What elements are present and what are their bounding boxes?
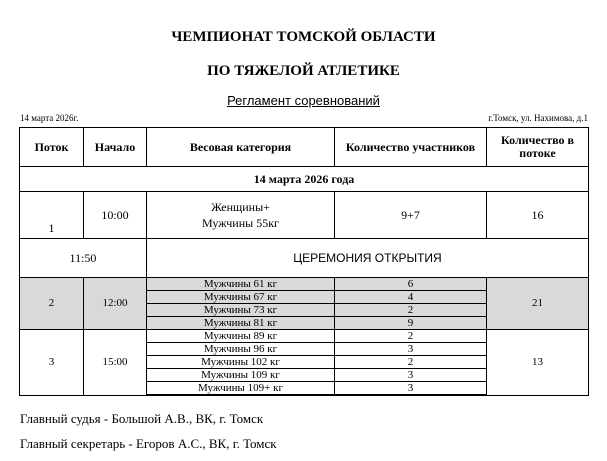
subtitle-text: Регламент соревнований xyxy=(227,93,380,108)
count-cell: 2 xyxy=(335,356,487,369)
event-date: 14 марта 2026г. xyxy=(20,113,79,123)
flow-time: 10:00 xyxy=(84,192,147,239)
header-flow-total: Количество в потоке xyxy=(487,128,589,167)
day-row xyxy=(20,167,589,192)
header-participants: Количество участников xyxy=(335,128,487,167)
flow-number: 2 xyxy=(20,278,84,330)
flow-total: 16 xyxy=(487,192,589,239)
flow-number: 3 xyxy=(20,330,84,396)
table-header-row xyxy=(20,128,589,167)
flow-number: 1 xyxy=(20,192,84,239)
category-line: Женщины+ xyxy=(211,200,270,214)
ceremony-row xyxy=(20,239,589,278)
table-row xyxy=(20,192,589,239)
category-cell: Мужчины 81 кг xyxy=(147,317,335,330)
header-flow: Поток xyxy=(20,128,84,167)
ceremony-label: ЦЕРЕМОНИЯ ОТКРЫТИЯ xyxy=(147,239,589,278)
category-cell: Мужчины 109+ кг xyxy=(147,382,335,396)
flow-category xyxy=(147,192,335,239)
category-cell: Мужчины 73 кг xyxy=(147,304,335,317)
header-start: Начало xyxy=(84,128,147,167)
flow-total: 13 xyxy=(487,330,589,396)
flow-time: 15:00 xyxy=(84,330,147,396)
category-cell: Мужчины 102 кг xyxy=(147,356,335,369)
category-cell: Мужчины 109 кг xyxy=(147,369,335,382)
table-row xyxy=(20,330,589,343)
count-cell: 3 xyxy=(335,382,487,396)
day-label: 14 марта 2026 года xyxy=(20,167,589,192)
table-row xyxy=(20,278,589,291)
header-category: Весовая категория xyxy=(147,128,335,167)
category-cell: Мужчины 96 кг xyxy=(147,343,335,356)
ceremony-time: 11:50 xyxy=(20,239,147,278)
chief-secretary: Главный секретарь - Егоров А.С., ВК, г. Томск xyxy=(20,436,277,451)
count-cell: 6 xyxy=(335,278,487,291)
category-cell: Мужчины 89 кг xyxy=(147,330,335,343)
count-cell: 4 xyxy=(335,291,487,304)
flow-total: 21 xyxy=(487,278,589,330)
category-cell: Мужчины 67 кг xyxy=(147,291,335,304)
category-cell: Мужчины 61 кг xyxy=(147,278,335,291)
count-cell: 3 xyxy=(335,369,487,382)
category-line: Мужчины 55кг xyxy=(202,216,279,230)
count-cell: 2 xyxy=(335,330,487,343)
count-cell: 3 xyxy=(335,343,487,356)
flow-time: 12:00 xyxy=(84,278,147,330)
document-title-line2: ПО ТЯЖЕЛОЙ АТЛЕТИКЕ xyxy=(207,63,400,79)
event-place: г.Томск, ул. Нахимова, д.1 xyxy=(488,113,588,123)
count-cell: 2 xyxy=(335,304,487,317)
document-subtitle xyxy=(0,93,607,109)
participants-count: 9+7 xyxy=(335,192,487,239)
chief-judge: Главный судья - Большой А.В., ВК, г. Томск xyxy=(20,411,264,426)
schedule-table xyxy=(19,127,589,396)
count-cell: 9 xyxy=(335,317,487,330)
document-title: ЧЕМПИОНАТ ТОМСКОЙ ОБЛАСТИ xyxy=(171,29,436,45)
